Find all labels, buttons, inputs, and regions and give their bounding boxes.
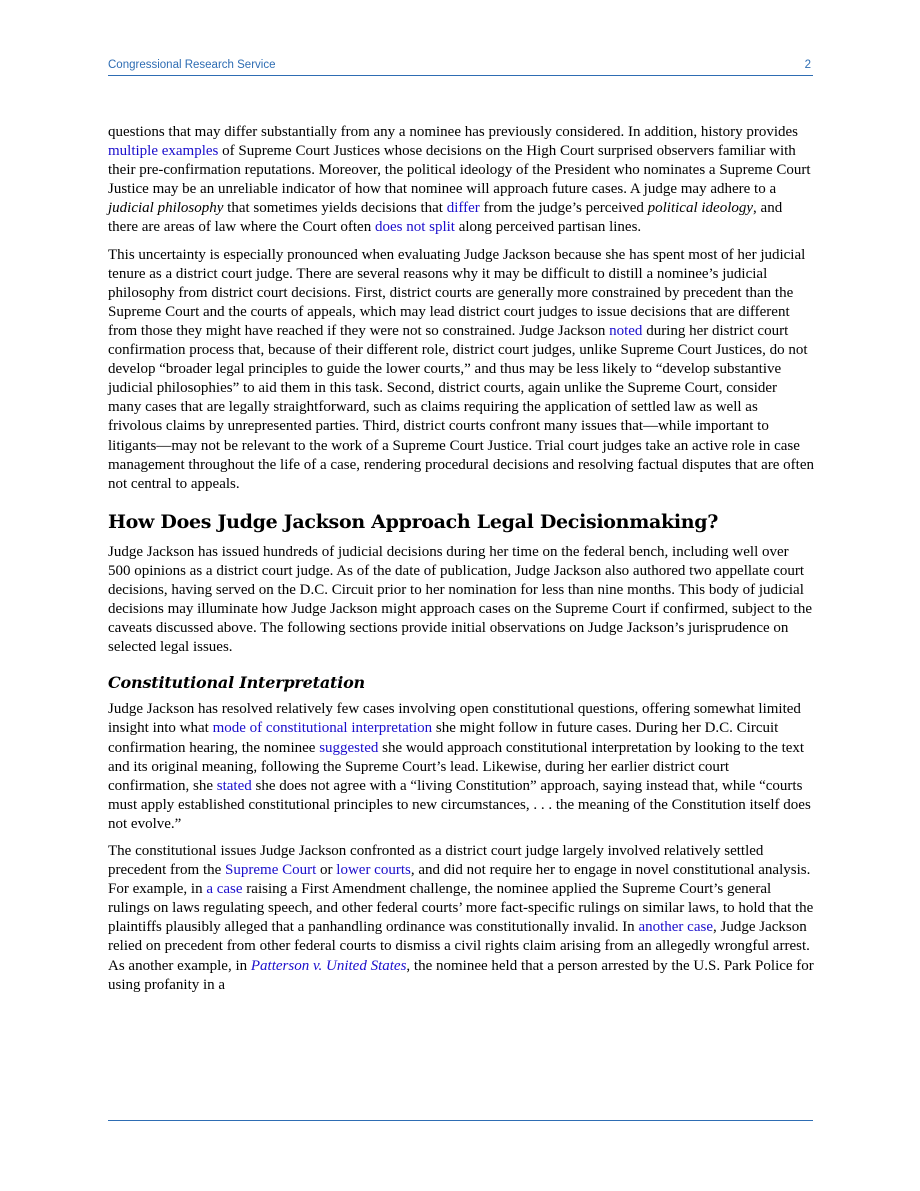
- section-heading: How Does Judge Jackson Approach Legal Decisionmaking?: [108, 510, 719, 533]
- text: , and did not require her to engage in novel constitutional analysis. For example, in: [108, 862, 811, 898]
- text: The constitutional issues Judge Jackson confronted as a district court judge largely involved relatively settled precedent from the: [108, 843, 764, 879]
- link-noted[interactable]: noted: [609, 322, 643, 339]
- text: , Judge Jackson relied on precedent from other federal courts to dismiss a civil rights claim arising from an allegedly wrongful arrest. As another example, in: [108, 919, 810, 974]
- text: or: [316, 862, 337, 879]
- text: , the nominee held that a person arrested by the U.S. Park Police for using profanity in a: [108, 957, 814, 993]
- subsection-heading: Constitutional Interpretation: [108, 673, 365, 693]
- page-number: 2: [804, 59, 811, 71]
- header-org: Congressional Research Service: [108, 59, 276, 71]
- text: that sometimes yields decisions that: [223, 200, 447, 217]
- paragraph-1: [108, 123, 814, 238]
- paragraph-3: Judge Jackson has issued hundreds of judicial decisions during her time on the federal bench, including well over 500 opinions as a district court judge. As of the date of publication, Judge Jackson also authored two appellate court decisions, having served on the D.C. Circuit prior to her nomination for less than nine months. This body of judicial decisions may illuminate how Judge Jackson might approach cases on the Supreme Court if confirmed, subject to the caveats discussed above. The following sections provide initial observations on Judge Jackson’s jurisprudence on selected legal issues.: [108, 543, 813, 656]
- link-a-case[interactable]: a case: [206, 881, 243, 898]
- text: of Supreme Court Justices whose decisions on the High Court surprised observers familiar with their pre-confirmation reputations. Moreover, the political ideology of the President who nominates a Supreme Court Justice may be an unreliable indicator of how that nominee will approach future cases. A judge may adhere to a: [108, 143, 811, 198]
- page-header: [108, 58, 813, 76]
- text: she might follow in future cases. During her D.C. Circuit confirmation hearing, the nominee: [108, 720, 779, 756]
- link-supreme-court[interactable]: Supreme Court: [225, 862, 317, 879]
- paragraph-2: [108, 246, 814, 494]
- link-lower-courts[interactable]: lower courts: [336, 862, 411, 879]
- italic-text: political ideology: [647, 200, 754, 217]
- main-content: [108, 123, 814, 1003]
- link-differ[interactable]: differ: [446, 200, 480, 217]
- text: This uncertainty is especially pronounced when evaluating Judge Jackson because she has spent most of her judicial tenure as a district court judge. There are several reasons why it may be difficult to distill a nominee’s judicial philosophy from district court decisions. First, district courts are generally more constrained by precedent than the Supreme Court and the courts of appeals, which may lead district court judges to issue decisions that are different from those they might have reached if they were not so constrained. Judge Jackson: [108, 246, 806, 339]
- text: Judge Jackson has resolved relatively few cases involving open constitutional questions, offering somewhat limited insight into what: [108, 701, 801, 737]
- text: during her district court confirmation process that, because of their different role, district court judges, unlike Supreme Court Justices, do not develop “broader legal principles to guide the lower courts,” and thus may be less likely to “develop substantive judicial philosophies” to aid them in this task. Second, district courts, again unlike the Supreme Court, consider many cases that are legally straightforward, such as claims requiring the application of settled law as well as frivolous claims by unrepresented parties. Third, district courts confront many issues that—while important to litigants—may not be relevant to the work of a Supreme Court Justice. Trial court judges take an active role in case management throughout the life of a case, rendering procedural decisions and resolving factual disputes that are often not central to appeals.: [108, 322, 814, 492]
- link-suggested[interactable]: suggested: [319, 739, 379, 756]
- text: raising a First Amendment challenge, the nominee applied the Supreme Court’s general rulings on laws regulating speech, and other federal courts’ more fact-specific rulings on similar laws, to hold that the plaintiffs plausibly alleged that a panhandling ordinance was constitutionally invalid. In: [108, 881, 814, 936]
- italic-text: judicial philosophy: [108, 200, 224, 217]
- link-stated[interactable]: stated: [216, 777, 252, 794]
- footer-divider: [108, 1120, 813, 1121]
- text: she would approach constitutional interpretation by looking to the text and its original meaning, following the Supreme Court’s lead. Likewise, during her earlier district court confirmation, she: [108, 739, 805, 794]
- paragraph-5: [108, 842, 814, 995]
- paragraph-4: [108, 700, 814, 834]
- text: she does not agree with a “living Constitution” approach, saying instead that, while “courts must apply established constitutional principles to new circumstances, . . . the meaning of the Constitution itself does not evolve.”: [108, 777, 811, 832]
- text: from the judge’s perceived: [479, 200, 648, 217]
- link-multiple-examples[interactable]: multiple examples: [108, 143, 219, 160]
- link-another-case[interactable]: another case: [638, 919, 713, 936]
- text: questions that may differ substantially from any a nominee has previously considered. In addition, history provides: [108, 124, 798, 140]
- link-mode-of-constitutional-interpretation[interactable]: mode of constitutional interpretation: [212, 720, 433, 737]
- link-patterson-v-united-states[interactable]: Patterson v. United States: [250, 957, 407, 974]
- link-does-not-split[interactable]: does not split: [374, 219, 455, 236]
- text: , and there are areas of law where the Court often: [108, 200, 783, 236]
- text: along perceived partisan lines.: [454, 219, 642, 236]
